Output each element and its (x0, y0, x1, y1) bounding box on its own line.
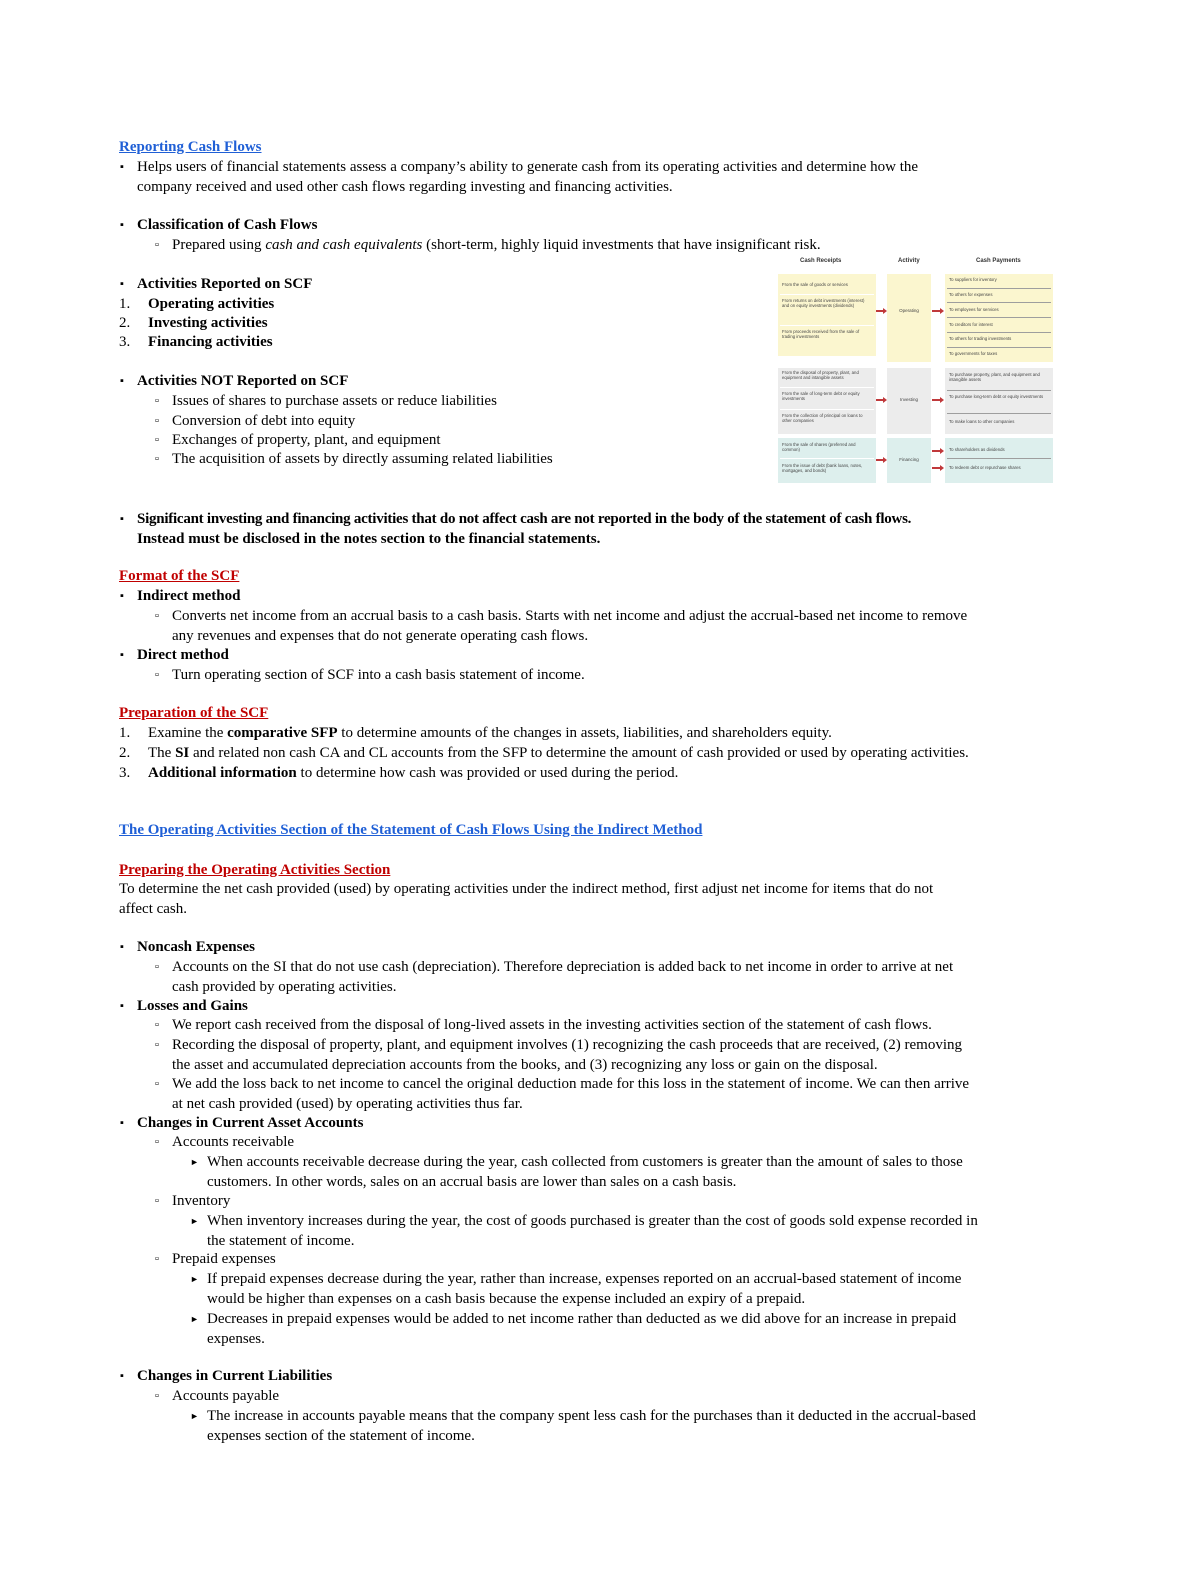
divider (780, 387, 874, 388)
diagram-cell: From the issue of debt (bank loans, notes, mortgages, and bonds) (782, 463, 863, 473)
diagram-cell: To governments for taxes (949, 351, 998, 356)
diagram-cell: To suppliers for inventory (949, 277, 997, 282)
diagram-cell: From the sale of long-term debt or equity investments (782, 391, 860, 401)
list-item: Investing activities (148, 315, 268, 331)
paragraph-line: Decreases in prepaid expenses would be added to net income rather than deducted as we did above for an increase in prepaid (207, 1311, 957, 1327)
activity-label: Investing (899, 397, 918, 402)
cash-flow-classification-diagram (778, 258, 1054, 484)
bullet-icon: ▪ (120, 278, 124, 290)
section-heading-reporting-cash-flows: Reporting Cash Flows (119, 139, 262, 155)
bullet-icon: ▪ (120, 1117, 124, 1129)
diagram-header: Activity (898, 258, 920, 264)
sub-bullet-icon: ▫ (155, 395, 159, 407)
divider (780, 294, 874, 295)
list-item: Examine the comparative SFP to determine amounts of the changes in assets, liabilities, and shareholders equity. (148, 725, 832, 741)
diagram-cell: To others for expenses (949, 292, 993, 297)
current-assets-title: Changes in Current Asset Accounts (137, 1115, 364, 1131)
paragraph-line: Instead must be disclosed in the notes section to the financial statements. (137, 531, 601, 547)
paragraph-line: expenses. (207, 1331, 265, 1347)
paragraph-line: the statement of income. (207, 1233, 355, 1249)
bullet-icon: ▪ (120, 161, 124, 173)
diagram-cell: To others for trading investments (949, 336, 1012, 341)
divider (780, 458, 874, 459)
bullet-icon: ▪ (120, 941, 124, 953)
diagram-cell: From the sale of shares (preferred and common) (782, 442, 856, 452)
divider (947, 332, 1051, 333)
arrow-bullet-icon: ► (190, 1157, 199, 1167)
list-item: Accounts payable (172, 1388, 280, 1404)
diagram-header: Cash Payments (976, 258, 1021, 264)
paragraph-line: cash provided by operating activities. (172, 979, 397, 995)
diagram-cell: To purchase long-term debt or equity investments (949, 394, 1044, 399)
list-item: Operating activities (148, 296, 275, 312)
list-item: Issues of shares to purchase assets or reduce liabilities (172, 393, 497, 409)
paragraph-line: When inventory increases during the year, the cost of goods purchased is greater than the cost of goods sold expense recorded in (207, 1213, 978, 1229)
paragraph-line: Recording the disposal of property, plant, and equipment involves (1) recognizing the cash proceeds that are received, (2) removing (172, 1037, 963, 1053)
paragraph-line: any revenues and expenses that do not generate operating cash flows. (172, 628, 589, 644)
diagram-cell: From the sale of goods or services (782, 282, 848, 287)
diagram-cell: To creditors for interest (949, 322, 993, 327)
arrow-right-icon (876, 310, 884, 312)
paragraph-line: The increase in accounts payable means that the company spent less cash for the purchases than it deducted in the accrual-based (207, 1408, 976, 1424)
bullet-icon: ▪ (120, 590, 124, 602)
paragraph-line: affect cash. (119, 901, 188, 917)
divider (947, 288, 1051, 289)
sub-bullet-icon: ▫ (155, 1078, 159, 1090)
diagram-header: Cash Receipts (800, 258, 842, 264)
paragraph-line: Converts net income from an accrual basis to a cash basis. Starts with net income and adjust the accrual-based net income to remove (172, 608, 968, 624)
paragraph-line: company received and used other cash flows regarding investing and financing activities. (137, 179, 673, 195)
bullet-icon: ▪ (120, 513, 124, 525)
indirect-title: Indirect method (137, 588, 241, 604)
diagram-cell: To employees for services (949, 307, 999, 312)
activity-label: Operating (899, 308, 919, 313)
sub-bullet-icon: ▫ (155, 1136, 159, 1148)
classification-title: Classification of Cash Flows (137, 217, 318, 233)
paragraph-line: at net cash provided (used) by operating activities thus far. (172, 1096, 523, 1112)
sub-bullet-icon: ▫ (155, 610, 159, 622)
sub-bullet-icon: ▫ (155, 453, 159, 465)
divider (947, 302, 1051, 303)
list-item: Accounts receivable (172, 1134, 295, 1150)
paragraph-line: Accounts on the SI that do not use cash (depreciation). Therefore depreciation is added back to net income in order to arrive at net (172, 959, 954, 975)
bullet-icon: ▪ (120, 1000, 124, 1012)
paragraph-line: customers. In other words, sales on an accrual basis are lower than sales on a cash basis. (207, 1174, 737, 1190)
activity-block-operating (887, 274, 931, 362)
list-item: Inventory (172, 1193, 231, 1209)
divider (947, 458, 1051, 459)
diagram-cell: From proceeds received from the sale of trading investments (782, 329, 860, 339)
diagram-cell: From returns on debt investments (interest) and on equity investments (dividends) (782, 298, 865, 308)
diagram-cell: To make loans to other companies (949, 419, 1015, 424)
paragraph-line: We add the loss back to net income to cancel the original deduction made for this loss in the statement of income. We can then arrive (172, 1076, 970, 1092)
arrow-right-icon (932, 310, 941, 312)
paragraph-line: When accounts receivable decrease during the year, cash collected from customers is greater than the amount of sales to those (207, 1154, 963, 1170)
sub-bullet-icon: ▫ (155, 1390, 159, 1402)
bullet-icon: ▪ (120, 219, 124, 231)
paragraph-line: Significant investing and financing activities that do not affect cash are not reported in the body of the statement of cash flows. (137, 511, 912, 527)
list-item: The SI and related non cash CA and CL accounts from the SFP to determine the amount of cash provided or used by operating activities. (148, 745, 969, 761)
sub-bullet-icon: ▫ (155, 1019, 159, 1031)
paragraph-line: If prepaid expenses decrease during the year, rather than increase, expenses reported on an accrual-based statement of income (207, 1271, 962, 1287)
arrow-bullet-icon: ► (190, 1314, 199, 1324)
not-reported-title: Activities NOT Reported on SCF (137, 373, 349, 389)
section-heading-preparation: Preparation of the SCF (119, 705, 269, 721)
bullet-icon: ▪ (120, 1370, 124, 1382)
current-liabilities-title: Changes in Current Liabilities (137, 1368, 333, 1384)
diagram-cell: From the collection of principal on loans to other companies (782, 413, 863, 423)
divider (947, 413, 1051, 414)
paragraph-line: expenses section of the statement of income. (207, 1428, 475, 1444)
diagram-cell: To shareholders as dividends (949, 447, 1005, 452)
arrow-bullet-icon: ► (190, 1216, 199, 1226)
list-item: The acquisition of assets by directly assuming related liabilities (172, 451, 553, 467)
sub-bullet-icon: ▫ (155, 1253, 159, 1265)
paragraph-line: the asset and accumulated depreciation accounts from the books, and (3) recognizing any loss or gain on the disposal. (172, 1057, 878, 1073)
list-item: Prepaid expenses (172, 1251, 276, 1267)
arrow-right-icon (932, 467, 941, 469)
list-item: Conversion of debt into equity (172, 413, 356, 429)
sub-bullet-icon: ▫ (155, 1039, 159, 1051)
arrow-right-icon (932, 399, 941, 401)
arrow-right-icon (876, 399, 884, 401)
noncash-title: Noncash Expenses (137, 939, 255, 955)
diagram-cell: To purchase property, plant, and equipment and intangible assets (949, 372, 1040, 382)
sub-heading-preparing: Preparing the Operating Activities Section (119, 862, 391, 878)
losses-title: Losses and Gains (137, 998, 248, 1014)
list-number: 2. (119, 315, 131, 331)
divider (947, 390, 1051, 391)
arrow-bullet-icon: ► (190, 1274, 199, 1284)
sub-bullet-icon: ▫ (155, 961, 159, 973)
reported-title: Activities Reported on SCF (137, 276, 313, 292)
paragraph-line: would be higher than expenses on a cash basis because the expense included an expiry of a prepaid. (207, 1291, 806, 1307)
list-item: Additional information to determine how cash was provided or used during the period. (148, 765, 679, 781)
direct-title: Direct method (137, 647, 229, 663)
arrow-right-icon (876, 459, 884, 461)
arrow-right-icon (932, 450, 941, 452)
list-number: 1. (119, 296, 131, 312)
list-number: 1. (119, 725, 131, 741)
paragraph-line: To determine the net cash provided (used) by operating activities under the indirect method, first adjust net income for items that do not (119, 881, 934, 897)
arrow-bullet-icon: ► (190, 1411, 199, 1421)
list-number: 2. (119, 745, 131, 761)
list-item: Exchanges of property, plant, and equipment (172, 432, 441, 448)
paragraph-line: Helps users of financial statements assess a company’s ability to generate cash from its operating activities and determine how the (137, 159, 919, 175)
bullet-icon: ▪ (120, 375, 124, 387)
list-number: 3. (119, 334, 131, 350)
list-number: 3. (119, 765, 131, 781)
classification-text: Prepared using cash and cash equivalents (short-term, highly liquid investments that have insignificant risk. (172, 237, 821, 253)
paragraph-line: Turn operating section of SCF into a cash basis statement of income. (172, 667, 585, 683)
sub-bullet-icon: ▫ (155, 434, 159, 446)
bullet-icon: ▪ (120, 649, 124, 661)
sub-bullet-icon: ▫ (155, 415, 159, 427)
divider (947, 317, 1051, 318)
sub-bullet-icon: ▫ (155, 239, 159, 251)
diagram-cell: To redeem debt or repurchase shares (949, 465, 1021, 470)
sub-bullet-icon: ▫ (155, 1195, 159, 1207)
sub-bullet-icon: ▫ (155, 669, 159, 681)
diagram-cell: From the disposal of property, plant, and equipment and intangible assets (782, 370, 859, 380)
divider (780, 409, 874, 410)
section-heading-operating: The Operating Activities Section of the Statement of Cash Flows Using the Indirect Method (119, 822, 703, 838)
paragraph-line: We report cash received from the disposal of long-lived assets in the investing activities section of the statement of cash flows. (172, 1017, 932, 1033)
section-heading-format: Format of the SCF (119, 568, 240, 584)
divider (780, 325, 874, 326)
list-item: Financing activities (148, 334, 273, 350)
divider (947, 347, 1051, 348)
payments-block-financing (945, 438, 1053, 483)
activity-label: Financing (899, 457, 919, 462)
